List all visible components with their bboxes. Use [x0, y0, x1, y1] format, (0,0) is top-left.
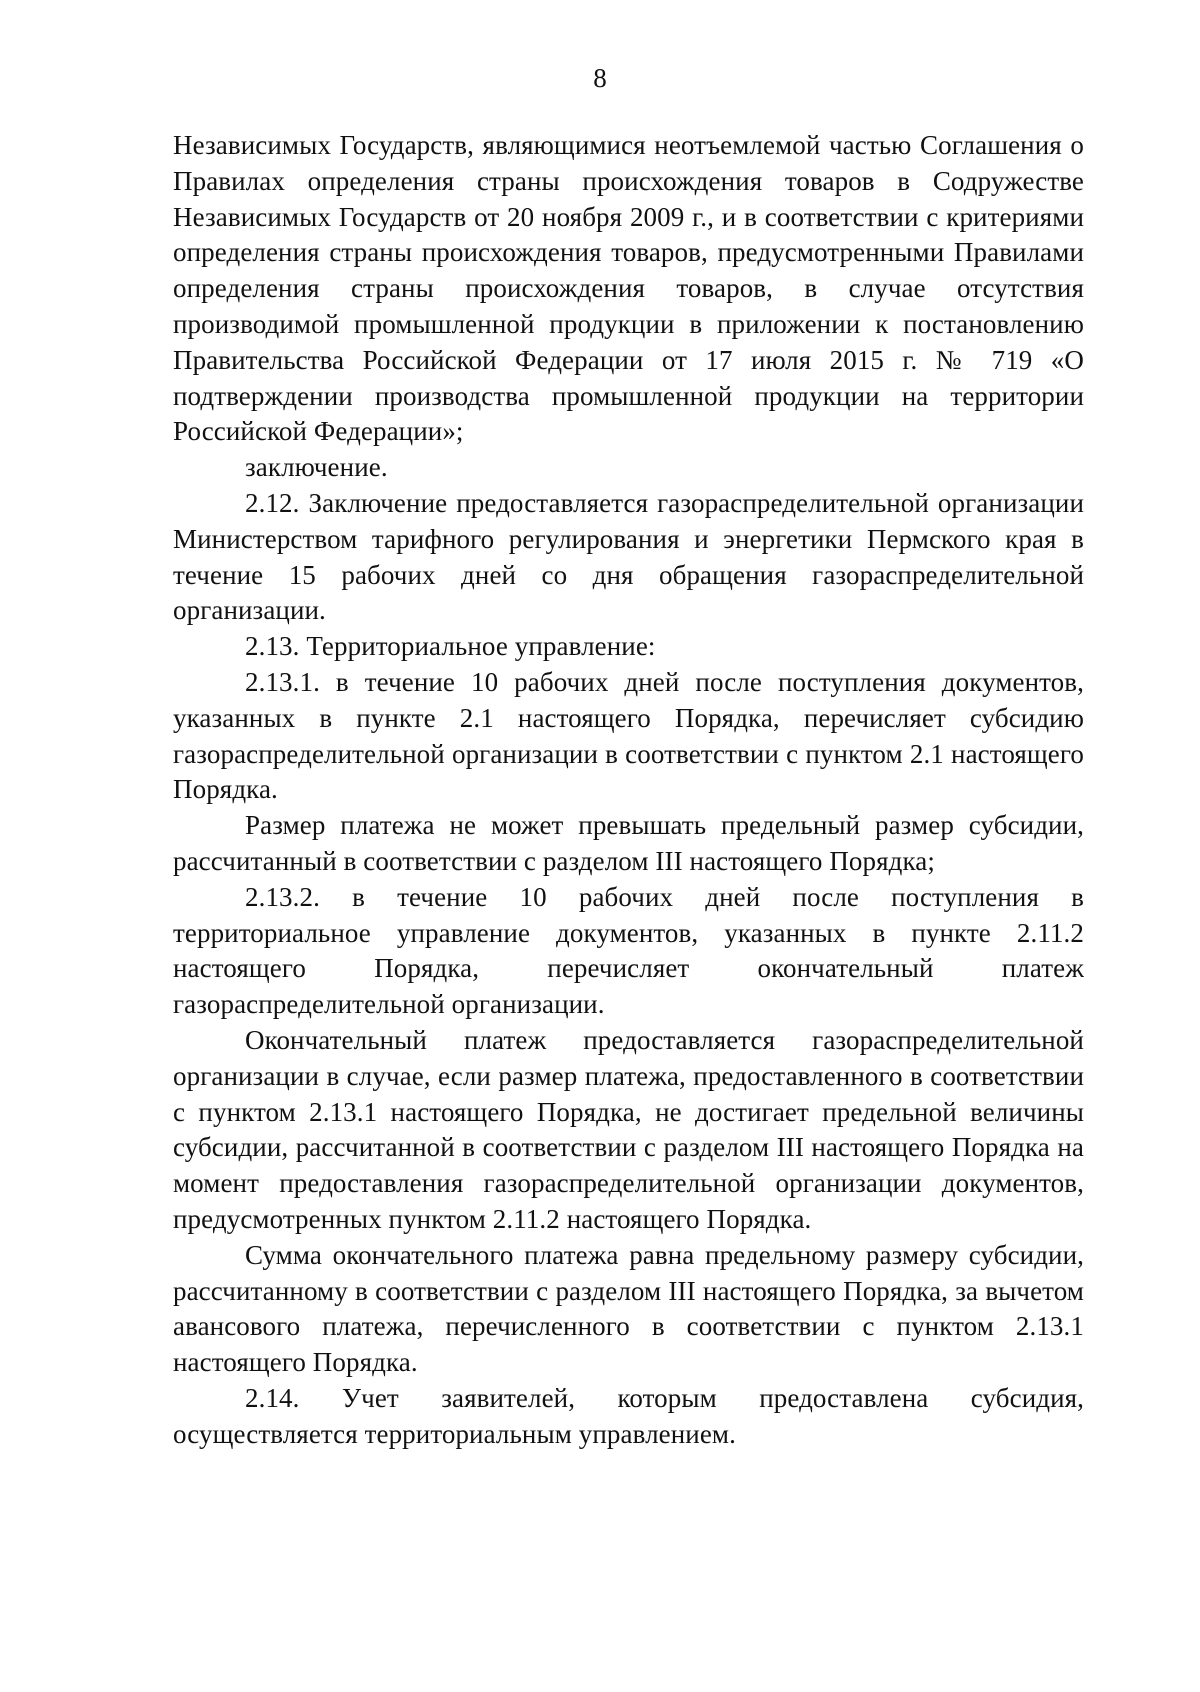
- paragraph-2-13: 2.13. Территориальное управление:: [245, 631, 656, 662]
- paragraph-2-13-1: 2.13.1. в течение 10 рабочих дней после поступления документов, указанных в пункте 2.1 настоящего Порядка, перечисляет субсидию газораспределительной организации в соответствии с пунктом 2.1 настоящего Порядка.: [173, 666, 1084, 805]
- paragraph-2-12: 2.12. Заключение предоставляется газораспределительной организации Министерством тарифного регулирования и энергетики Пермского края в течение 15 рабочих дней со дня обращения газораспределительной организации.: [173, 487, 1084, 626]
- page-number: 8: [593, 63, 607, 93]
- paragraph-origin-criteria: Независимых Государств, являющимися неотъемлемой частью Соглашения о Правилах определения страны происхождения товаров в Содружестве Независимых Государств от 20 ноября 2009 г., и в соответствии с критериями определения страны происхождения товаров, предусмотренными Правилами определения страны происхождения товаров, в случае отсутствия производимой промышленной продукции в приложении к постановлению Правительства Российской Федерации от 17 июля 2015 г. № 719 «О подтверждении производства промышленной продукции на территории Российской Федерации»;: [173, 130, 1084, 447]
- paragraph-2-14: 2.14. Учет заявителей, которым предоставлена субсидия, осуществляется территориальным управлением.: [173, 1382, 1084, 1449]
- paragraph-conclusion-item: заключение.: [245, 452, 388, 483]
- paragraph-final-payment-condition: Окончательный платеж предоставляется газораспределительной организации в случае, если размер платежа, предоставленного в соответствии с пунктом 2.13.1 настоящего Порядка, не достигает предельной величины субсидии, рассчитанной в соответствии с разделом III настоящего Порядка на момент предоставления газораспределительной организации документов, предусмотренных пунктом 2.11.2 настоящего Порядка.: [173, 1024, 1084, 1234]
- paragraph-final-payment-amount: Сумма окончательного платежа равна предельному размеру субсидии, рассчитанному в соответствии с разделом III настоящего Порядка, за вычетом авансового платежа, перечисленного в соответствии с пунктом 2.13.1 настоящего Порядка.: [173, 1239, 1084, 1378]
- paragraph-payment-limit: Размер платежа не может превышать предельный размер субсидии, рассчитанный в соответствии с разделом III настоящего Порядка;: [173, 810, 1084, 876]
- paragraph-2-13-2: 2.13.2. в течение 10 рабочих дней после поступления в территориальное управление документов, указанных в пункте 2.11.2 настоящего Порядка, перечисляет окончательный платеж газораспределительной организации.: [173, 881, 1084, 1020]
- document-body: [173, 128, 1084, 1452]
